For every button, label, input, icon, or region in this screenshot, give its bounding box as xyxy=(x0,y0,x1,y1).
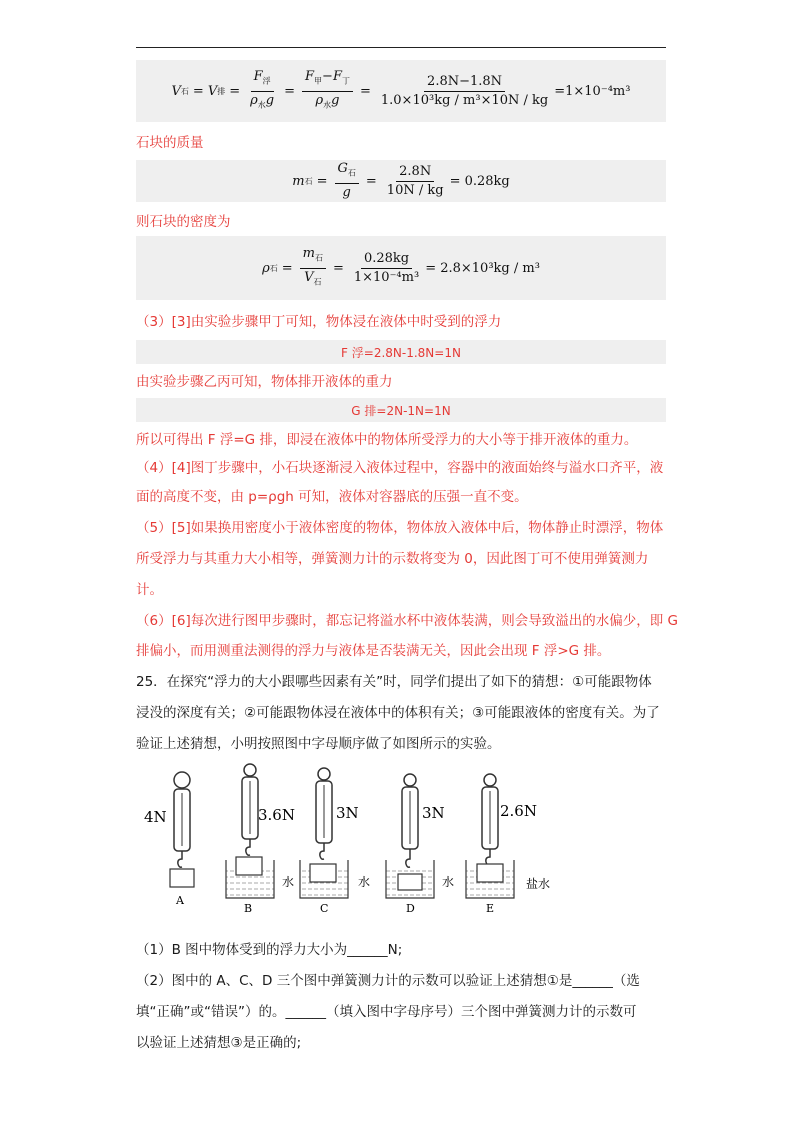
liquid-e: 盐水 xyxy=(526,877,551,891)
liquid-c: 水 xyxy=(358,875,371,889)
header-rule xyxy=(136,47,666,48)
p3-line2: 由实验步骤乙丙可知，物体排开液体的重力 xyxy=(136,374,393,390)
liquid-b: 水 xyxy=(282,875,295,889)
formula-buoyancy: F 浮=2.8N-1.8N=1N xyxy=(136,340,666,364)
setup-d xyxy=(386,774,454,915)
reading-b: 3.6N xyxy=(258,806,295,824)
q25-line2: 浸没的深度有关；②可能跟物体浸在液体中的体积有关；③可能跟液体的密度有关。为了 xyxy=(136,705,660,721)
letter-d: D xyxy=(406,902,415,915)
reading-e: 2.6N xyxy=(500,802,537,820)
density-label: 则石块的密度为 xyxy=(136,214,231,230)
p5-line3: 计。 xyxy=(136,582,163,598)
letter-b: B xyxy=(244,902,253,915)
p3-line3: 所以可得出 F 浮=G 排，即浸在液体中的物体所受浮力的大小等于排开液体的重力。 xyxy=(136,432,638,448)
setup-b xyxy=(226,764,295,915)
letter-e: E xyxy=(486,902,495,915)
sub-question-2-line2: 填“正确”或“错误”）的。______（填入图中字母序号）三个图中弹簧测力计的示数可 xyxy=(136,1004,637,1020)
letter-c: C xyxy=(320,902,329,915)
reading-d: 3N xyxy=(422,804,445,822)
reading-c: 3N xyxy=(336,804,359,822)
formula-mass: m 石 = $\frac{G_石}{g}$ = $\frac{2.8N}{10N / kg}$ = 0.28kg xyxy=(136,160,666,202)
q25-line3: 验证上述猜想，小明按照图中字母顺序做了如图所示的实验。 xyxy=(136,736,501,752)
sub-question-2-line1: （2）图中的 A、C、D 三个图中弹簧测力计的示数可以验证上述猜想①是______（选 xyxy=(136,973,640,989)
reading-a: 4N xyxy=(144,808,167,826)
mass-label: 石块的质量 xyxy=(136,135,204,151)
q25-line1: 25．在探究“浮力的大小跟哪些因素有关”时，同学们提出了如下的猜想：①可能跟物体 xyxy=(136,674,652,690)
p6-line2: 排偏小，而用测重法测得的浮力与液体是否装满无关，因此会出现 F 浮>G 排。 xyxy=(136,643,611,659)
p3-line1: （3）[3]由实验步骤甲丁可知，物体浸在液体中时受到的浮力 xyxy=(136,314,502,330)
p4-line1: （4）[4]图丁步骤中，小石块逐渐浸入液体过程中，容器中的液面始终与溢水口齐平，液 xyxy=(136,460,664,476)
setup-e xyxy=(466,774,550,915)
sub-question-2-line3: 以验证上述猜想③是正确的; xyxy=(136,1035,302,1051)
setup-a xyxy=(144,772,194,907)
p6-line1: （6）[6]每次进行图甲步骤时，都忘记将溢水杯中液体装满，则会导致溢出的水偏少，即 G xyxy=(136,613,678,629)
sub-question-1: （1）B 图中物体受到的浮力大小为______N; xyxy=(136,942,403,958)
p4-line2: 面的高度不变，由 p=ρgh 可知，液体对容器底的压强一直不变。 xyxy=(136,489,528,505)
liquid-d: 水 xyxy=(442,875,455,889)
formula-displaced-weight: G 排=2N-1N=1N xyxy=(136,398,666,422)
setup-c xyxy=(300,768,370,915)
letter-a: A xyxy=(176,894,184,907)
formula-volume: V 石 = V 排 = $\frac{F_浮}{\rho_水g}$ = $\frac{F_甲-F_丁}{\rho_水g}$ = $\frac{2.8N-1.8N}{\text{1.0×10³kg / m³×10N / kg}}$ =1×10⁻⁴m³ xyxy=(136,60,666,122)
formula-density: ρ 石 = $\frac{m_石}{V_石}$ = $\frac{0.28kg}{\text{1×10⁻⁴m³}}$ = 2.8×10³kg / m³ xyxy=(136,236,666,300)
p5-line2: 所受浮力与其重力大小相等，弹簧测力计的示数将变为 0，因此图丁可不使用弹簧测力 xyxy=(136,551,649,567)
experiment-figure xyxy=(136,760,576,920)
p5-line1: （5）[5]如果换用密度小于液体密度的物体，物体放入液体中后，物体静止时漂浮，物体 xyxy=(136,520,664,536)
